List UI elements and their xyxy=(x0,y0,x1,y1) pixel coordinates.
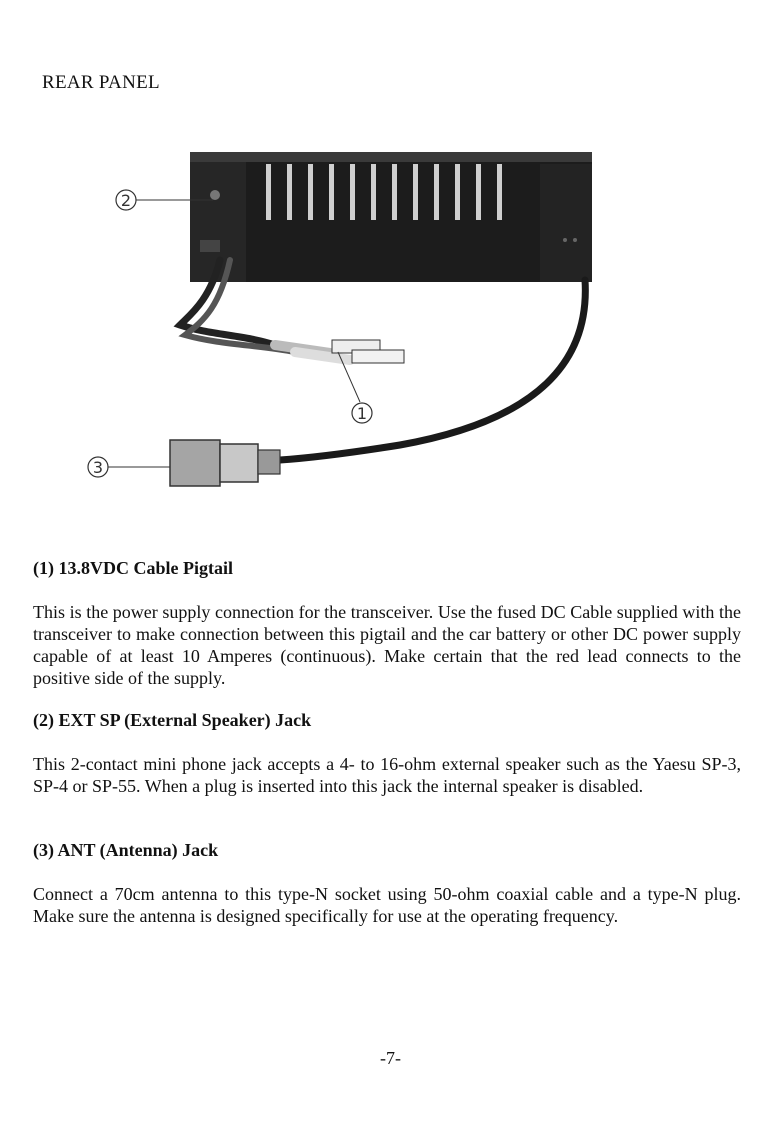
transceiver-body xyxy=(190,152,592,282)
callout-3 xyxy=(88,457,170,477)
callout-2-label: 2 xyxy=(120,191,132,210)
section-1-body: This is the power supply connection for the transceiver. Use the fused DC Cable supplied with the transceiver to make connection between this pigtail and the car battery or other DC power supply capable of at least 10 Amperes (continuous). Make certain that the red lead connects to the positive side of the supply. xyxy=(33,602,741,688)
section-2-heading: (2) EXT SP (External Speaker) Jack xyxy=(33,710,312,730)
section-3-heading: (3) ANT (Antenna) Jack xyxy=(33,840,219,860)
page-number: -7- xyxy=(380,1048,401,1068)
section-1-heading: (1) 13.8VDC Cable Pigtail xyxy=(33,558,233,578)
type-n-connector xyxy=(170,440,280,486)
callout-1-label: 1 xyxy=(356,404,368,423)
rear-panel-figure xyxy=(70,140,610,520)
section-3-body: Connect a 70cm antenna to this type-N socket using 50-ohm coaxial cable and a type-N plug. Make sure the antenna is designed specifically for use at the operating frequency. xyxy=(33,884,741,926)
callout-3-label: 3 xyxy=(92,458,104,477)
coax-cable xyxy=(280,280,585,460)
section-2-body: This 2-contact mini phone jack accepts a 4- to 16-ohm external speaker such as the Yaesu SP-3, SP-4 or SP-55. When a plug is inserted into this jack the internal speaker is disabled. xyxy=(33,754,741,796)
page-title: REAR PANEL xyxy=(42,72,160,93)
ext-sp-jack xyxy=(210,190,220,200)
